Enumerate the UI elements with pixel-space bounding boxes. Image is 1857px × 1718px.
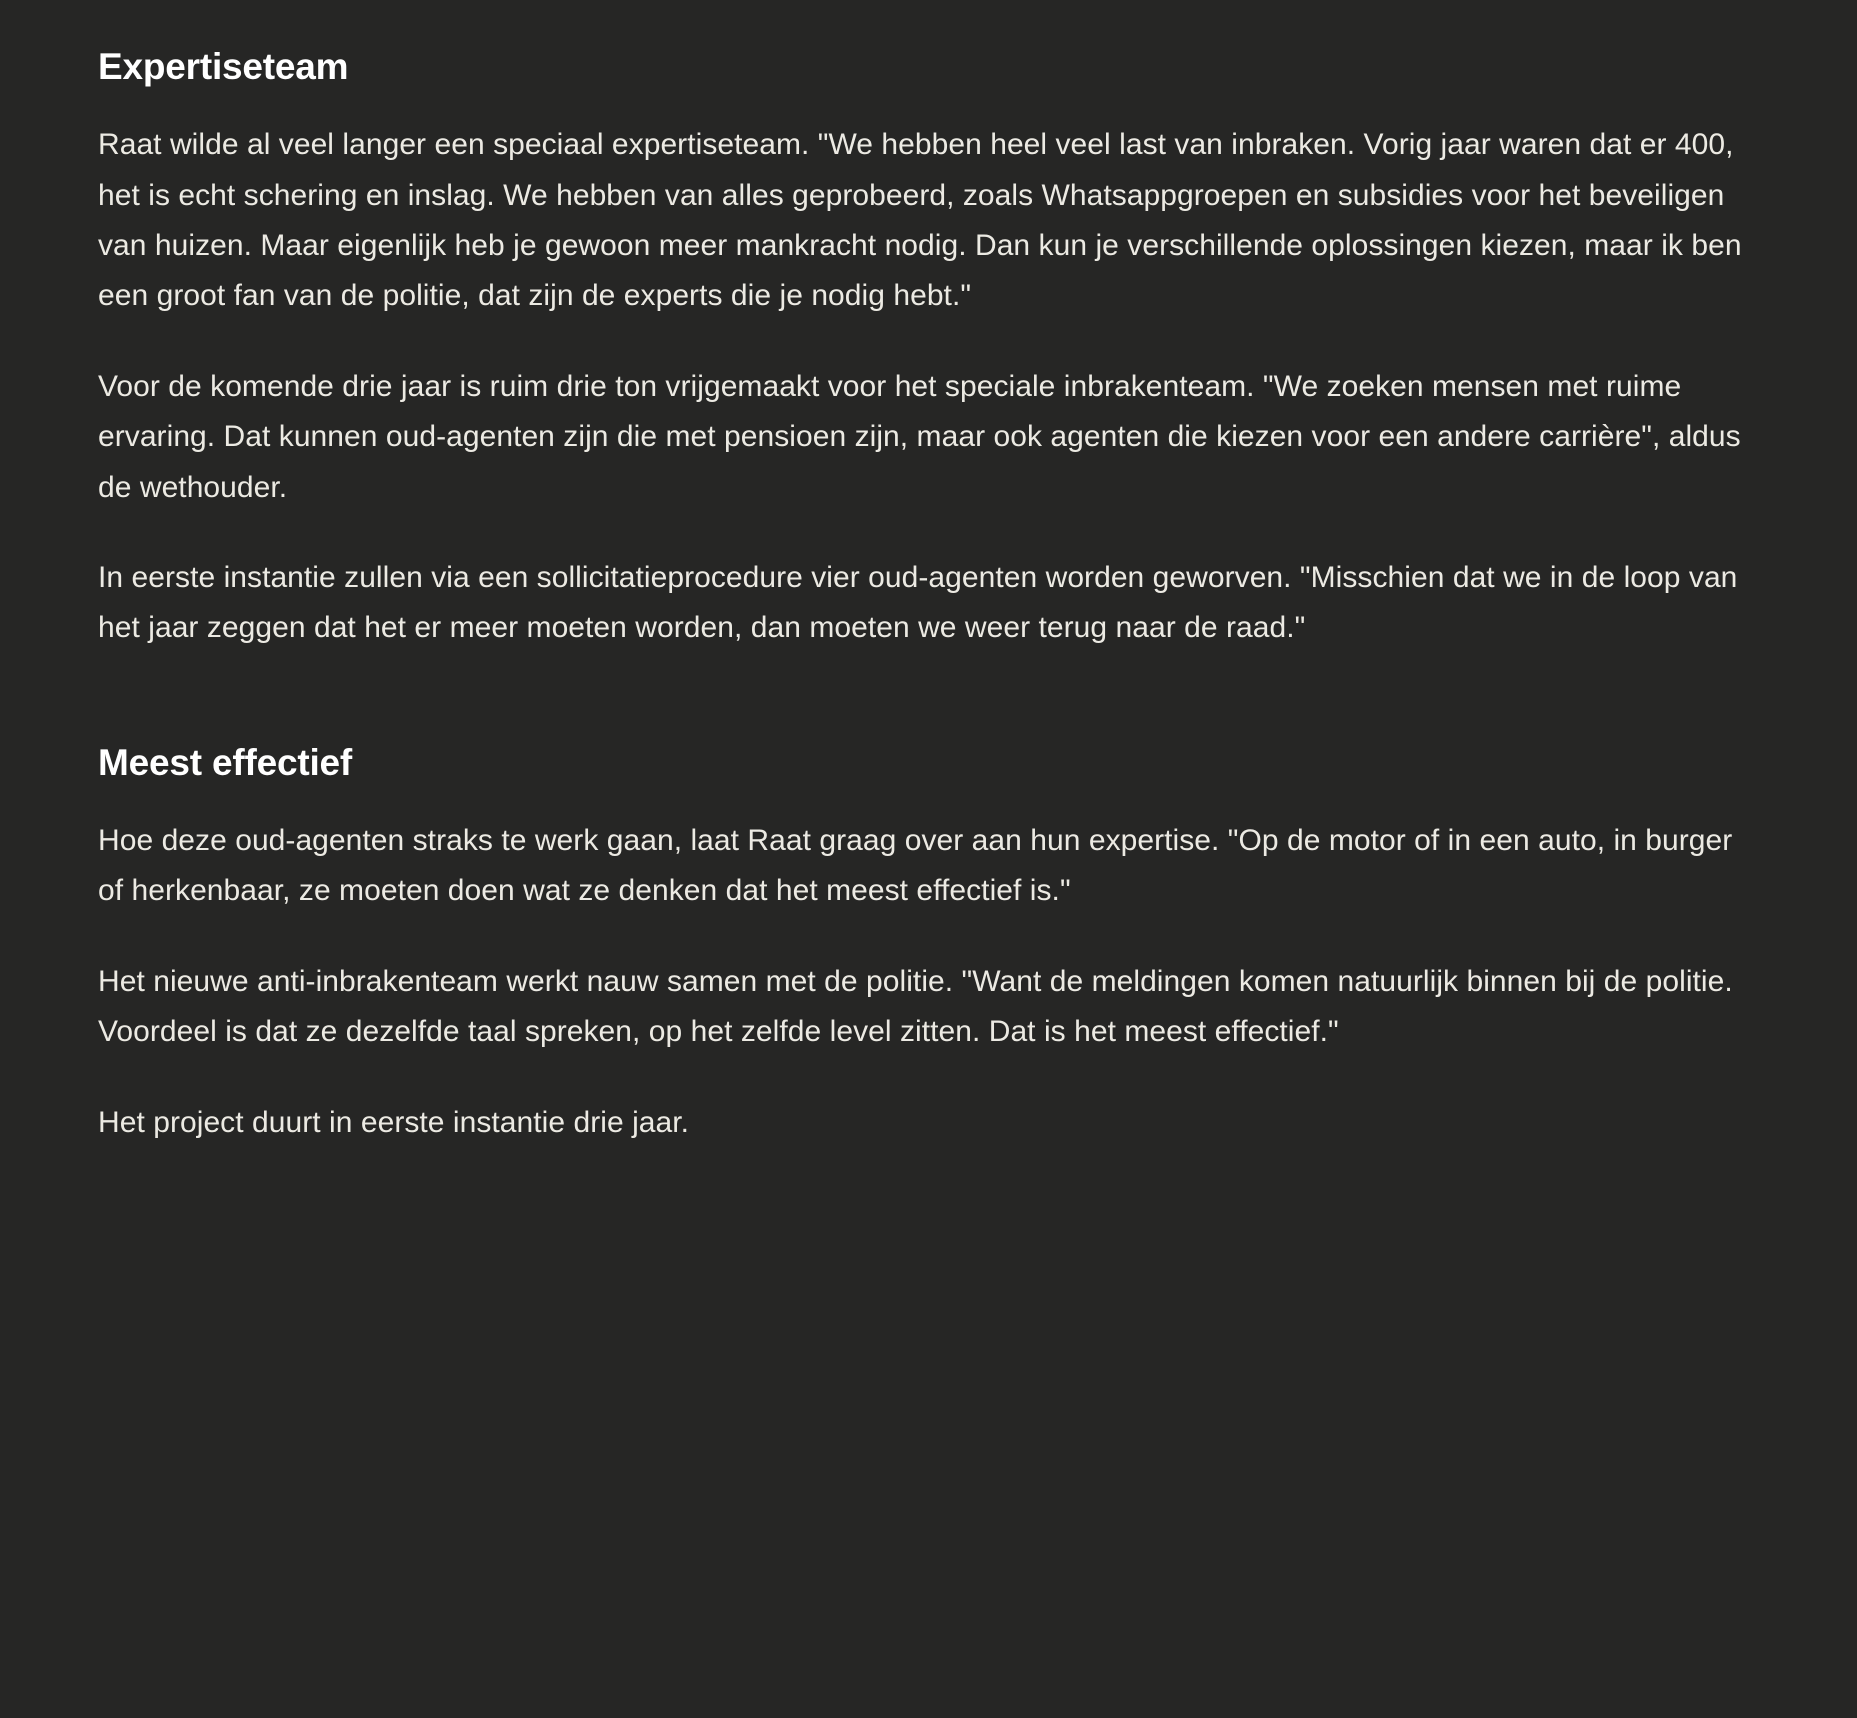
paragraph: Raat wilde al veel langer een speciaal expertiseteam. "We hebben heel veel last van inbraken. Vorig jaar waren dat er 400, het is echt schering en inslag. We hebben van alles geprobeerd, zoals Whatsappgroepen en subsidies voor het beveiligen van huizen. Maar eigenlijk heb je gewoon meer mankracht nodig. Dan kun je verschillende oplossingen kiezen, maar ik ben een groot fan van de politie, dat zijn de experts die je nodig hebt.": [98, 128, 1742, 313]
section-heading-expertiseteam: Expertiseteam: [98, 46, 349, 87]
paragraph: Het project duurt in eerste instantie drie jaar.: [98, 1105, 690, 1139]
paragraph: In eerste instantie zullen via een sollicitatieprocedure vier oud-agenten worden geworven. "Misschien dat we in de loop van het jaar zeggen dat het er meer moeten worden, dan moeten we weer terug naar de raad.": [98, 560, 1738, 645]
section-heading-meest-effectief: Meest effectief: [98, 741, 353, 783]
paragraph: Het nieuwe anti-inbrakenteam werkt nauw samen met de politie. "Want de meldingen komen natuurlijk binnen bij de politie. Voordeel is dat ze dezelfde taal spreken, op het zelfde level zitten. Dat is het meest effectief.": [98, 964, 1733, 1049]
paragraph: Hoe deze oud-agenten straks te werk gaan, laat Raat graag over aan hun expertise. "Op de motor of in een auto, in burger of herkenbaar, ze moeten doen wat ze denken dat het meest effectief is.": [98, 824, 1733, 908]
paragraph: Voor de komende drie jaar is ruim drie ton vrijgemaakt voor het speciale inbrakenteam. "We zoeken mensen met ruime ervaring. Dat kunnen oud-agenten zijn die met pensioen zijn, maar ook agenten die kiezen voor een andere carrière", aldus de wethouder.: [98, 369, 1741, 504]
